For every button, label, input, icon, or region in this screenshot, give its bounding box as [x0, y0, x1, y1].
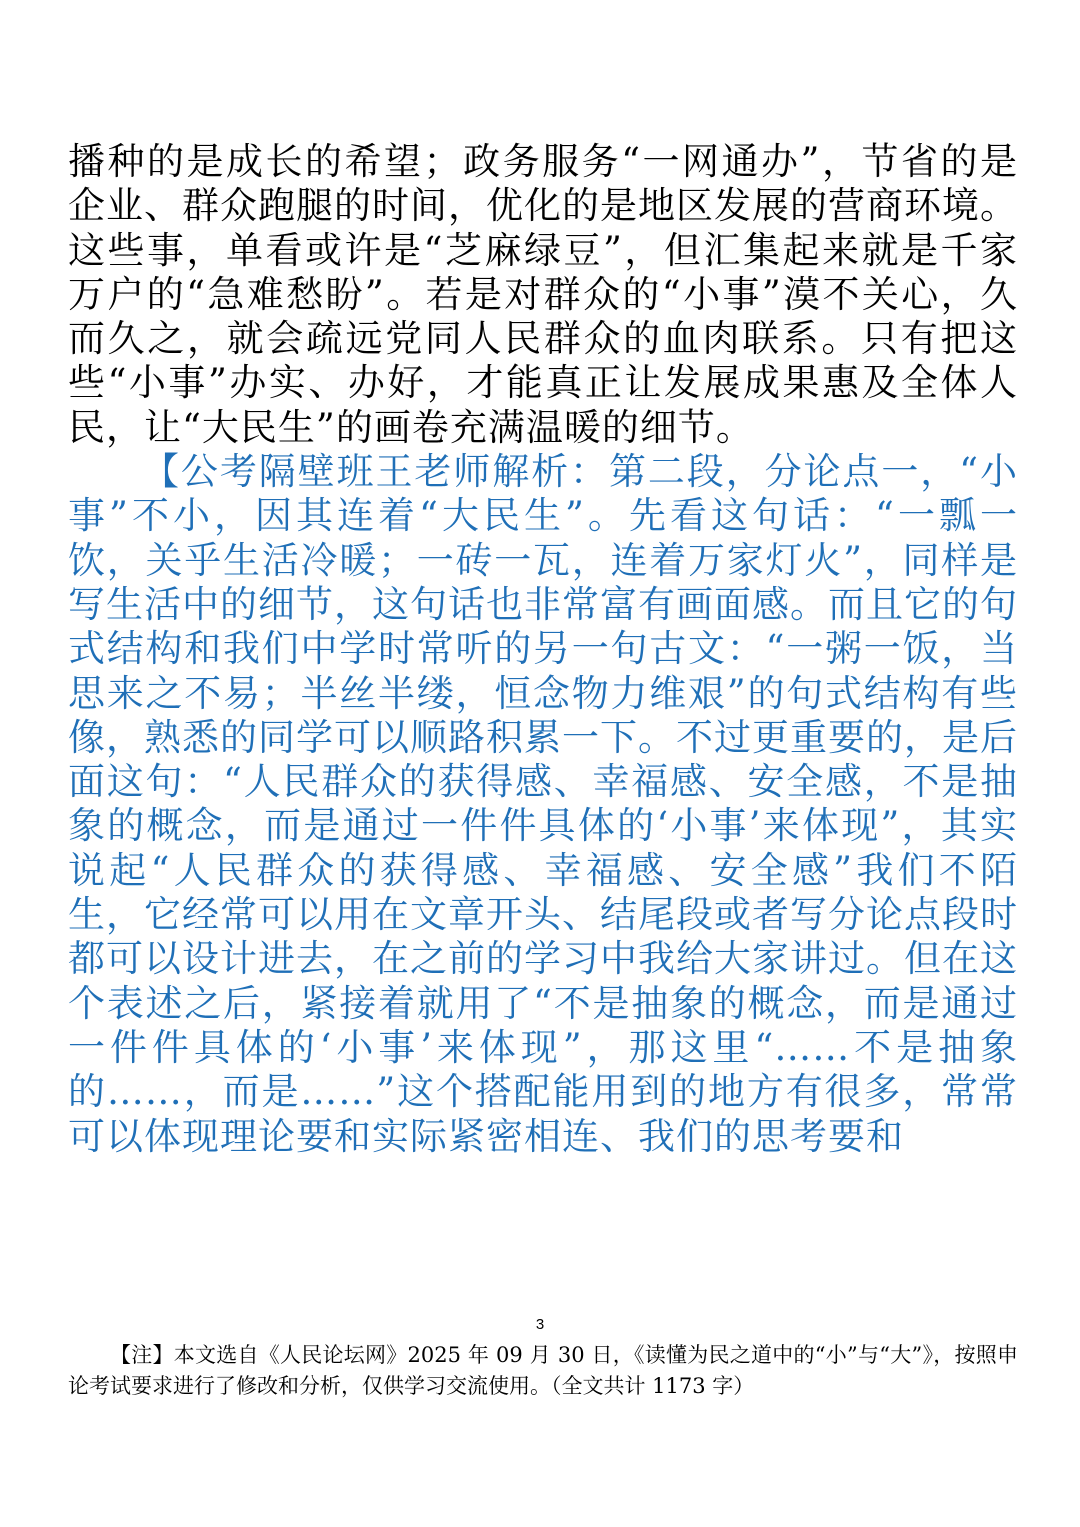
source-footnote: 【注】本文选自《人民论坛网》2025 年 09 月 30 日，《读懂为民之道中的“小”与“大”》，按照申论考试要求进行了修改和分析，仅供学习交流使用。（全文共计 1173 字）	[68, 1343, 1018, 1398]
analysis-paragraph: 【公考隔壁班王老师解析：第二段，分论点一，“小事”不小，因其连着“大民生”。先看这句话：“一瓢一饮，关乎生活冷暖；一砖一瓦，连着万家灯火”，同样是写生活中的细节，这句话也非常富有画面感。而且它的句式结构和我们中学时常听的另一句古文：“一粥一饭，当思来之不易；半丝半缕，恒念物力维艰”的句式结构有些像，熟悉的同学可以顺路积累一下。不过更重要的，是后面这句：“人民群众的获得感、幸福感、安全感，不是抽象的概念，而是通过一件件具体的‘小事’来体现”，其实说起“人民群众的获得感、幸福感、安全感”我们不陌生，它经常可以用在文章开头、结尾段或者写分论点段时都可以设计进去，在之前的学习中我给大家讲过。但在这个表述之后，紧接着就用了“不是抽象的概念，而是通过一件件具体的‘小事’来体现”，那这里“……不是抽象的……，而是……”这个搭配能用到的地方有很多，常常可以体现理论要和实际紧密相连、我们的思考要和	[68, 450, 1018, 1158]
article-paragraph: 播种的是成长的希望；政务服务“一网通办”，节省的是企业、群众跑腿的时间，优化的是地区发展的营商环境。这些事，单看或许是“芝麻绿豆”，但汇集起来就是千家万户的“急难愁盼”。若是对群众的“小事”漠不关心，久而久之，就会疏远党同人民群众的血肉联系。只有把这些“小事”办实、办好，才能真正让发展成果惠及全体人民，让“大民生”的画卷充满温暖的细节。	[68, 140, 1018, 449]
page-number: 3	[535, 1316, 545, 1333]
article-body	[68, 140, 1018, 1159]
